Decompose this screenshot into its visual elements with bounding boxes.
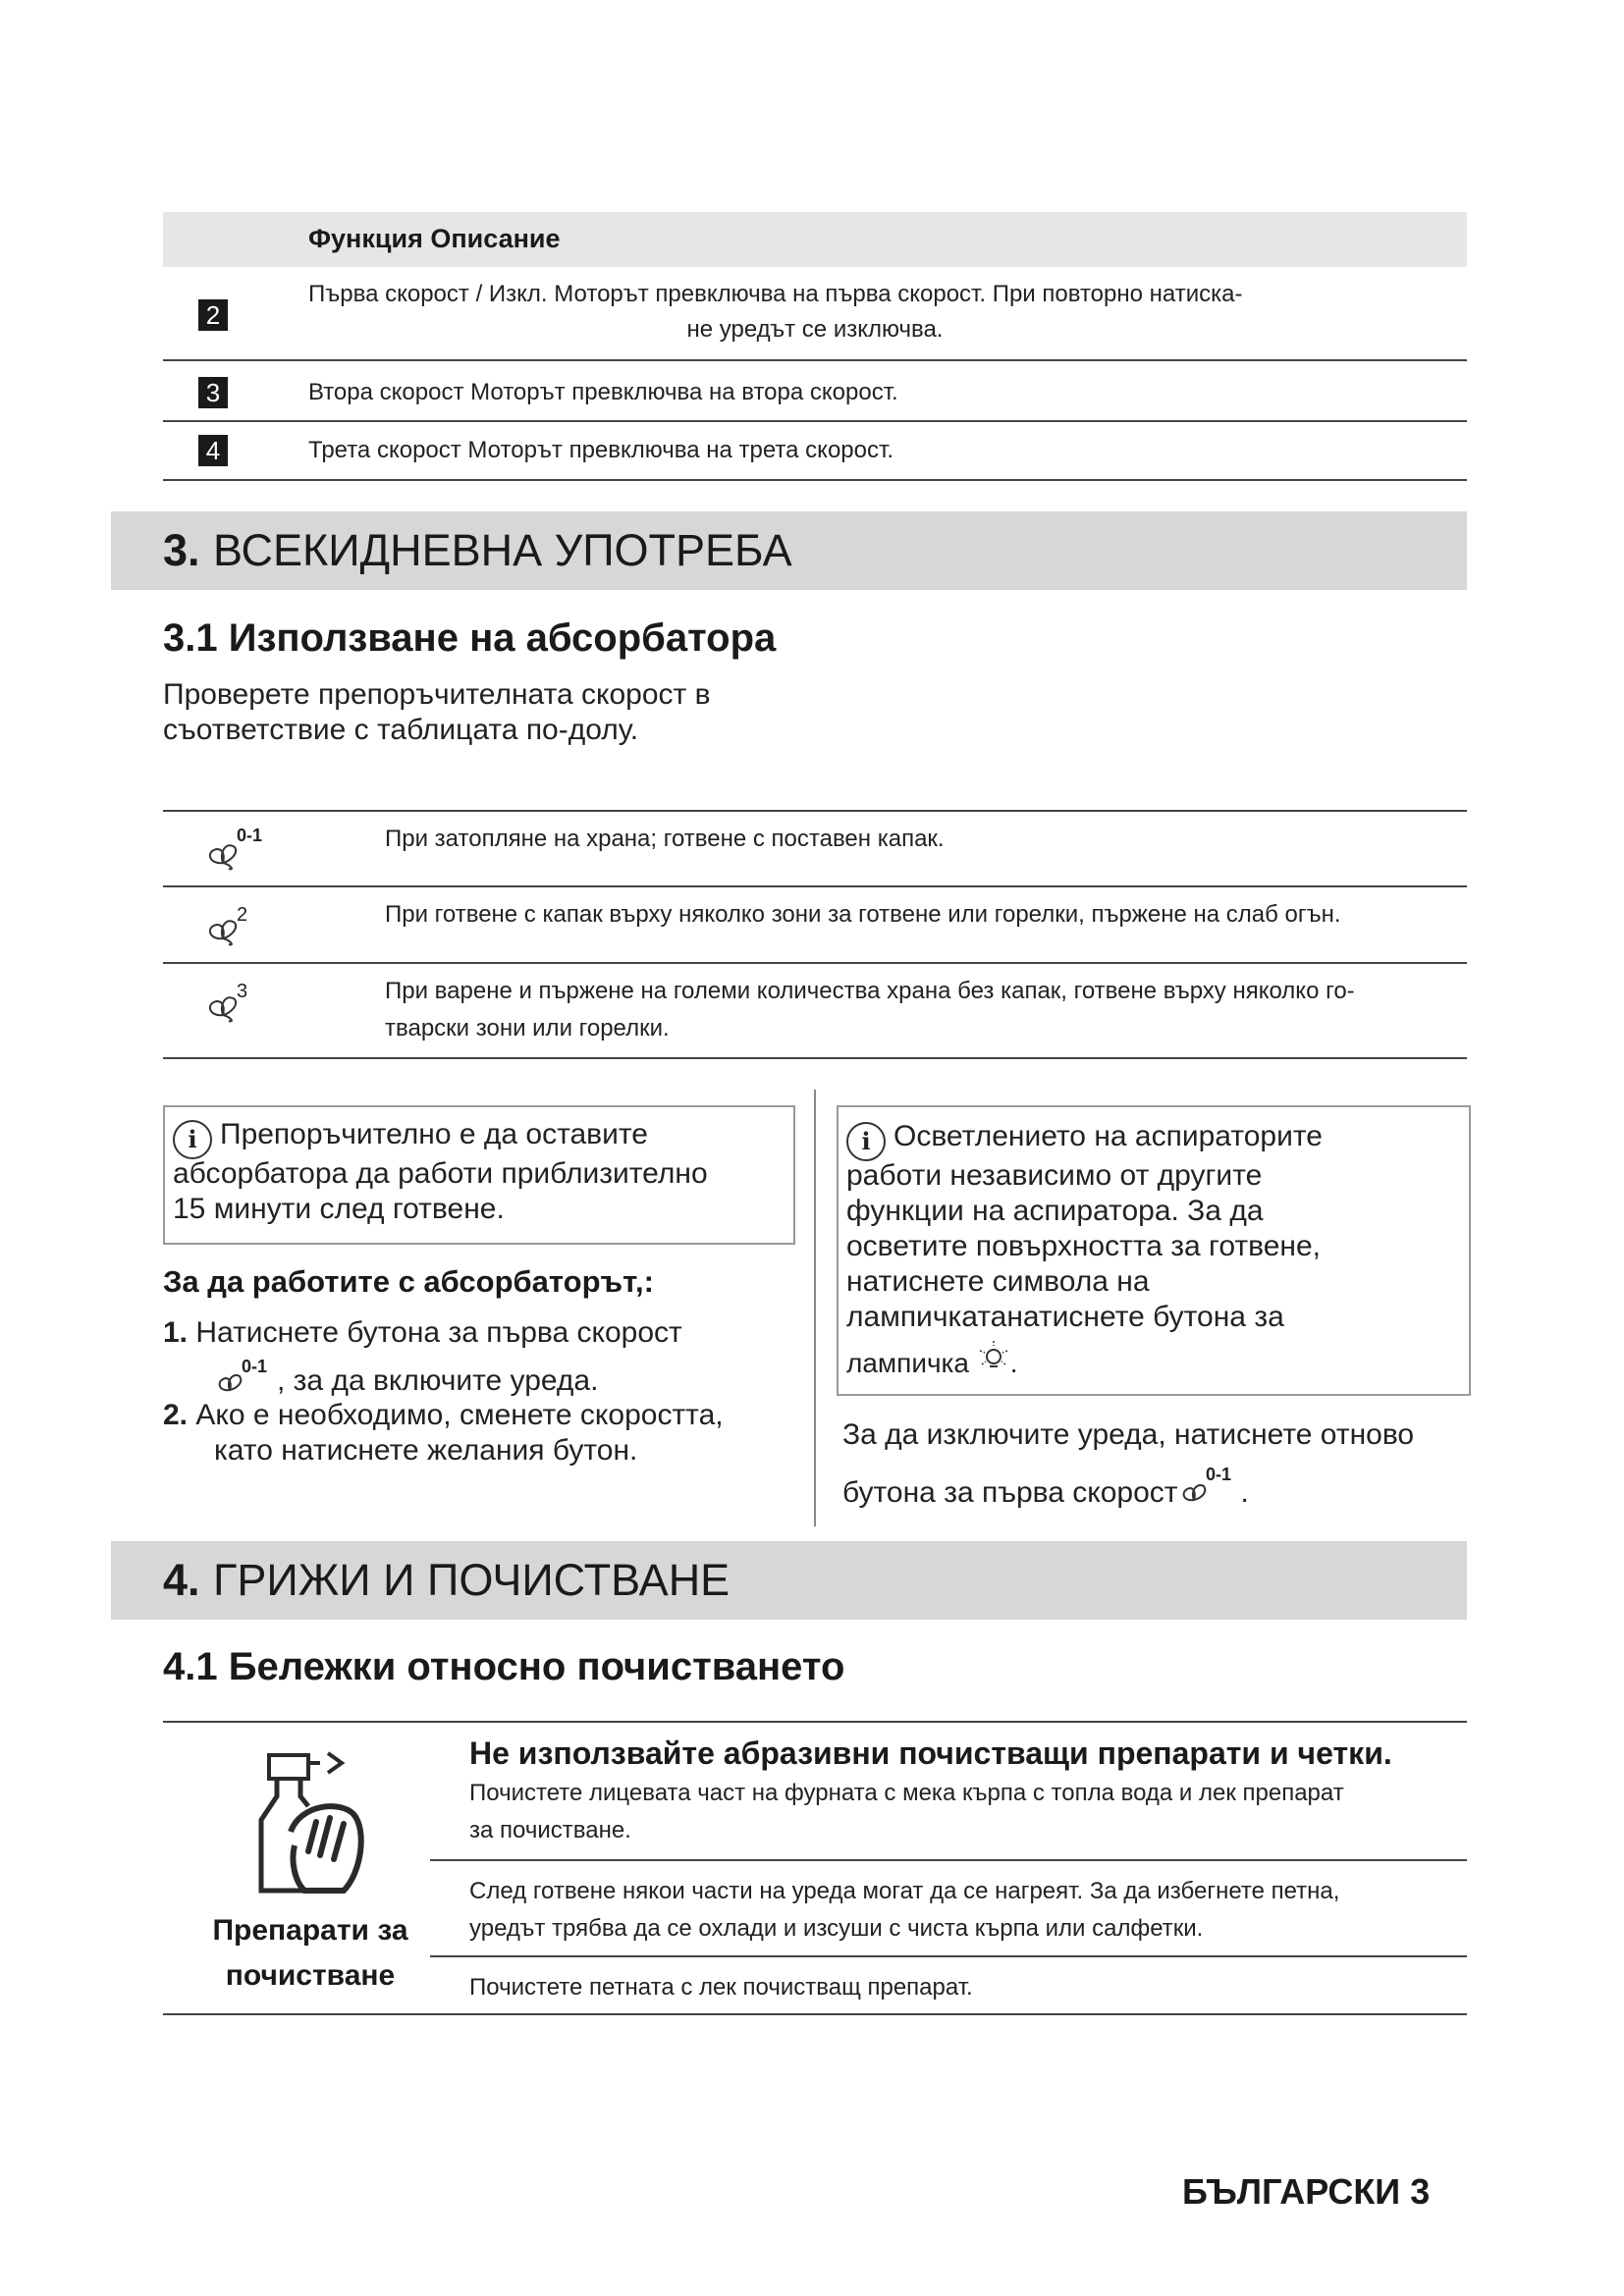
- table-divider: [430, 1859, 1467, 1861]
- button-number-badge: 4: [198, 435, 228, 466]
- info-note-box: [163, 1105, 795, 1245]
- table-divider: [430, 1955, 1467, 1957]
- table-divider: [163, 962, 1467, 964]
- section-title: ГРИЖИ И ПОЧИСТВАНЕ: [213, 1555, 731, 1605]
- table-divider: [163, 1057, 1467, 1059]
- cleaning-row-text: Почистете петната с лек почистващ препарат.: [469, 1974, 973, 2001]
- row-text-line: не уредът се изключва.: [686, 316, 944, 343]
- info-line: лампичкатанатиснете бутона за: [846, 1301, 1284, 1333]
- table-divider: [163, 2013, 1467, 2015]
- table-divider: [163, 885, 1467, 887]
- table-row: [163, 422, 1467, 481]
- info-line: i Препоръчително е да оставите: [173, 1117, 648, 1159]
- info-line: абсорбатора да работи приблизително: [173, 1157, 708, 1190]
- info-line: 15 минути след готвене.: [173, 1193, 505, 1225]
- table-row: [163, 361, 1467, 422]
- svg-text:0-1: 0-1: [242, 1357, 268, 1376]
- button-number-badge: 2: [198, 299, 228, 331]
- fan-speed-0-1-icon: [214, 1357, 277, 1396]
- step-item-continued: 0-1 , за да включите уреда.: [214, 1357, 598, 1399]
- speed-label: 3: [237, 981, 248, 1002]
- fan-speed-0-1-icon: [201, 822, 270, 871]
- spray-bottle-icon: [251, 1743, 373, 1900]
- info-line: работи независимо от другите: [846, 1159, 1263, 1192]
- fan-speed-0-1-icon: [1178, 1463, 1241, 1506]
- section-heading-bar: [111, 1541, 1467, 1620]
- info-line: лампичка .: [846, 1339, 1018, 1381]
- intro-line: Проверете препоръчителната скорост в: [163, 678, 711, 711]
- speed-row-text: При готвене с капак върху няколко зони за готвене или горелки, пържене на слаб огън.: [385, 901, 1341, 928]
- table-divider: [163, 810, 1467, 812]
- speed-row-text: При затопляне на храна; готвене с поставен капак.: [385, 826, 945, 852]
- info-line: осветите повърхността за готвене,: [846, 1230, 1321, 1262]
- off-note-line: бутона за първа скорост 0-1 .: [842, 1465, 1249, 1509]
- cleaning-row-text: за почистване.: [469, 1817, 631, 1843]
- speed-label: 0-1: [237, 826, 263, 845]
- footer-language: БЪЛГАРСКИ: [1182, 2171, 1401, 2212]
- step-item-continued: като натиснете желания бутон.: [214, 1434, 638, 1467]
- section-number: 4.: [163, 1555, 200, 1605]
- cleaning-row-text: уредът трябва да се охлади и изсуши с чиста кърпа или салфетки.: [469, 1915, 1204, 1942]
- section-title: ВСЕКИДНЕВНА УПОТРЕБА: [213, 525, 792, 575]
- section-number: 3.: [163, 525, 200, 575]
- cleaning-row-text: След готвене някои части на уреда могат да се нагреят. За да избегнете петна,: [469, 1878, 1340, 1904]
- function-table-header-label: Функция Описание: [308, 224, 561, 253]
- fan-speed-2-icon: [201, 897, 270, 946]
- speed-label: 2: [237, 904, 248, 926]
- cleaning-row-text: Почистете лицевата част на фурната с мека кърпа с топла вода и лек препарат: [469, 1780, 1344, 1806]
- steps-title: За да работите с абсорбаторът,:: [163, 1264, 654, 1299]
- subsection-title: 4.1 Бележки относно почистването: [163, 1645, 845, 1688]
- fan-speed-3-icon: [201, 974, 270, 1023]
- info-line: функции на аспиратора. За да: [846, 1195, 1264, 1227]
- speed-row-text: При варене и пържене на големи количества храна без капак, готвене върху няколко го-: [385, 978, 1355, 1004]
- subsection-title: 3.1 Използване на абсорбатора: [163, 616, 777, 660]
- section-heading-bar: [111, 511, 1467, 590]
- info-line: натиснете символа на: [846, 1265, 1150, 1298]
- off-note-line: За да изключите уреда, натиснете отново: [842, 1418, 1415, 1451]
- page-footer: [1182, 2171, 1430, 2213]
- info-icon: i: [846, 1122, 886, 1161]
- speed-row-text: тварски зони или горелки.: [385, 1015, 670, 1041]
- page-number: 3: [1410, 2171, 1431, 2212]
- svg-text:0-1: 0-1: [1205, 1465, 1231, 1484]
- button-number-badge: 3: [198, 377, 228, 408]
- row-text: Трета скорост Моторът превключва на трета скорост.: [308, 437, 893, 463]
- table-divider: [163, 1721, 1467, 1723]
- icon-caption: Препарати за почистване: [212, 1914, 408, 1992]
- cleaning-warning: Не използвайте абразивни почистващи препарати и четки.: [469, 1735, 1392, 1771]
- step-item: 2. Ако е необходимо, сменете скоростта,: [163, 1399, 724, 1431]
- info-icon: i: [173, 1120, 212, 1159]
- table-row: [163, 267, 1467, 361]
- step-item: 1. Натиснете бутона за първа скорост: [163, 1316, 682, 1349]
- row-text-line: Първа скорост / Изкл. Моторът превключва на първа скорост. При повторно натиска-: [308, 281, 1243, 307]
- lamp-icon: [977, 1339, 1010, 1374]
- function-table-header: [163, 212, 1467, 267]
- row-text: Втора скорост Моторът превключва на втора скорост.: [308, 379, 898, 405]
- column-divider: [814, 1090, 816, 1526]
- intro-line: съответствие с таблицата по-долу.: [163, 714, 639, 746]
- info-note-box: [837, 1105, 1471, 1396]
- info-line: i Осветлението на аспираторите: [846, 1119, 1323, 1161]
